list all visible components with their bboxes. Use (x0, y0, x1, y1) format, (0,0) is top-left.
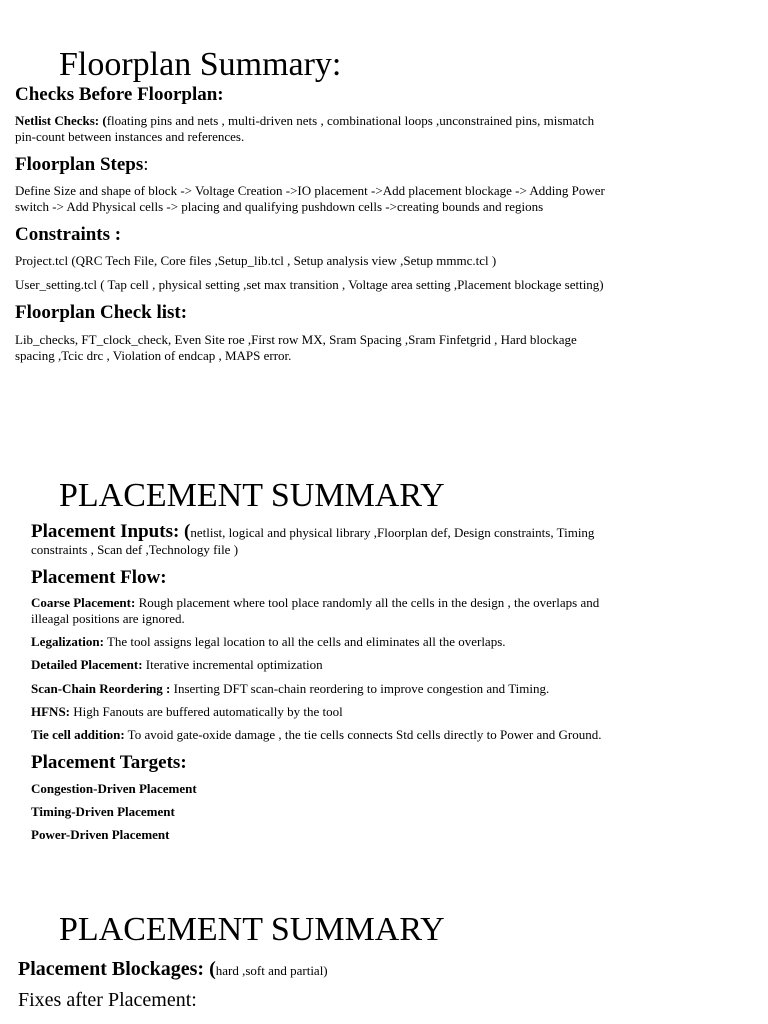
flow-item-coarse-placement (31, 595, 599, 611)
placement-inputs-label: Placement Inputs: ( (31, 521, 191, 542)
flow-item-coarse-placement-line2: illeagal positions are ignored. (31, 611, 185, 626)
flow-item-text: The tool assigns legal location to all the cells and eliminates all the overlaps. (103, 634, 506, 649)
flow-item-label: Tie cell addition: (31, 727, 125, 742)
flow-item-label: Scan-Chain Reordering : (31, 681, 171, 696)
floorplan-steps-colon: : (143, 154, 149, 175)
floorplan-checklist-heading: Floorplan Check list: (15, 302, 188, 323)
floorplan-steps-label: Floorplan Steps (15, 154, 144, 175)
flow-item-label: Legalization: (31, 634, 104, 649)
flow-item-scan-chain-reordering (31, 681, 549, 697)
flow-item-hfns (31, 704, 343, 720)
placement-blockages-text: hard ,soft and partial) (215, 963, 328, 978)
placement-flow-heading: Placement Flow: (31, 567, 167, 588)
netlist-checks-text: floating pins and nets , multi-driven nets , combinational loops ,unconstrained pins, mismatch (106, 113, 595, 128)
placement-summary-title: PLACEMENT SUMMARY (59, 477, 445, 514)
placement-targets-heading: Placement Targets: (31, 752, 187, 773)
flow-item-detailed-placement (31, 657, 323, 673)
flow-item-legalization (31, 634, 506, 650)
netlist-checks-label: Netlist Checks: ( (15, 113, 107, 128)
flow-item-label: HFNS: (31, 704, 70, 719)
flow-item-text: Inserting DFT scan-chain reordering to improve congestion and Timing. (170, 681, 550, 696)
flow-item-label: Coarse Placement: (31, 595, 136, 610)
netlist-checks-line (15, 113, 594, 129)
flow-item-text: To avoid gate-oxide damage , the tie cells connects Std cells directly to Power and Ground. (124, 727, 602, 742)
floorplan-checklist-line1: Lib_checks, FT_clock_check, Even Site roe ,First row MX, Sram Spacing ,Sram Finfetgrid , Hard blockage (15, 332, 577, 347)
floorplan-checklist-line2: spacing ,Tcic drc , Violation of endcap , MAPS error. (15, 348, 292, 363)
target-congestion-driven: Congestion-Driven Placement (31, 781, 197, 796)
constraints-line2: User_setting.tcl ( Tap cell , physical setting ,set max transition , Voltage area setting ,Placement blockage setting) (15, 277, 604, 292)
constraints-line1: Project.tcl (QRC Tech File, Core files ,Setup_lib.tcl , Setup analysis view ,Setup mmmc.tcl ) (15, 253, 497, 268)
netlist-checks-line2: pin-count between instances and references. (15, 129, 245, 144)
fixes-after-placement-heading: Fixes after Placement: (18, 989, 197, 1011)
flow-item-tie-cell-addition (31, 727, 602, 743)
target-timing-driven: Timing-Driven Placement (31, 804, 175, 819)
placement-blockages-line (18, 957, 328, 983)
floorplan-summary-title: Floorplan Summary: (59, 46, 342, 83)
placement-inputs-line2: constraints , Scan def ,Technology file ) (31, 542, 239, 557)
checks-before-floorplan-heading: Checks Before Floorplan: (15, 84, 224, 105)
flow-item-label: Detailed Placement: (31, 657, 143, 672)
floorplan-steps-line1: Define Size and shape of block -> Voltage Creation ->IO placement ->Add placement blockage -> Adding Power (15, 183, 605, 198)
placement-blockages-label: Placement Blockages: ( (18, 958, 216, 980)
constraints-heading: Constraints : (15, 224, 122, 245)
flow-item-text: Iterative incremental optimization (142, 657, 323, 672)
placement-inputs-line (31, 521, 594, 544)
placement-summary-title-2: PLACEMENT SUMMARY (59, 911, 445, 948)
floorplan-steps-heading (15, 154, 149, 176)
placement-inputs-text: netlist, logical and physical library ,Floorplan def, Design constraints, Timing (190, 525, 595, 540)
flow-item-text: Rough placement where tool place randomly all the cells in the design , the overlaps and (135, 595, 600, 610)
flow-item-text: High Fanouts are buffered automatically by the tool (70, 704, 343, 719)
target-power-driven: Power-Driven Placement (31, 827, 170, 842)
floorplan-steps-line2: switch -> Add Physical cells -> placing and qualifying pushdown cells ->creating bounds and regions (15, 199, 544, 214)
